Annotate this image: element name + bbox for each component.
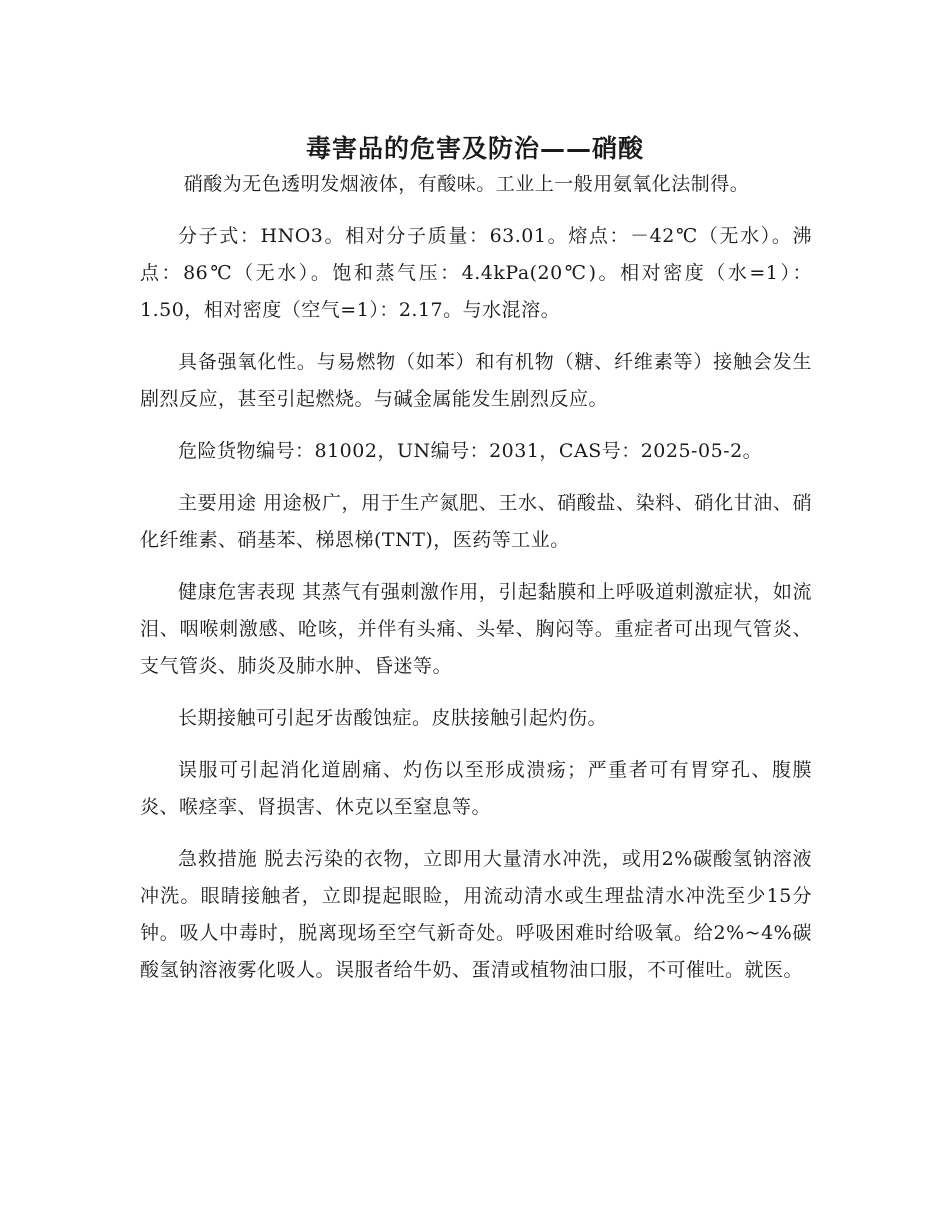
paragraph-intro: 硝酸为无色透明发烟液体，有酸味。工业上一般用氨氧化法制得。 (183, 173, 750, 195)
paragraph-health-hazards: 健康危害表现 其蒸气有强刺激作用，引起黏膜和上呼吸道刺激症状，如流泪、咽喉刺激感、呛咳，并伴有头痛、头晕、胸闷等。重症者可出现气管炎、支气管炎、肺炎及肺水肿、昏迷等。 (140, 581, 812, 677)
paragraph-identifiers: 危险货物编号：81002，UN编号：2031，CAS号：2025-05-2。 (178, 440, 763, 462)
paragraph-uses: 主要用途 用途极广，用于生产氮肥、王水、硝酸盐、染料、硝化甘油、硝化纤维素、硝基苯、梯恩梯(TNT)，医药等工业。 (140, 492, 812, 551)
paragraph-long-term-exposure: 长期接触可引起牙齿酸蚀症。皮肤接触引起灼伤。 (178, 707, 608, 729)
paragraph-first-aid: 急救措施 脱去污染的衣物，立即用大量清水冲洗，或用2%碳酸氢钠溶液冲洗。眼睛接触者，立即提起眼睑，用流动清水或生理盐清水冲洗至少15分钟。吸人中毒时，脱离现场至空气新奇处。呼吸困难时给吸氧。给2%~4%碳酸氢钠溶液雾化吸人。误服者给牛奶、蛋清或植物油口服，不可催吐。就医。 (140, 848, 812, 981)
paragraph-oxidation: 具备强氧化性。与易燃物（如苯）和有机物（糖、纤维素等）接触会发生剧烈反应，甚至引起燃烧。与碱金属能发生剧烈反应。 (140, 351, 812, 410)
document-body (140, 166, 812, 1004)
paragraph-properties: 分子式：HNO3。相对分子质量：63.01。熔点：－42℃（无水）。沸点：86℃（无水）。饱和蒸气压：4.4kPa(20℃)。相对密度（水=1）：1.50，相对密度（空气=1）：2.17。与水混溶。 (140, 225, 812, 321)
document-title: 毒害品的危害及防治——硝酸 (305, 133, 644, 163)
paragraph-ingestion: 误服可引起消化道剧痛、灼伤以至形成溃疡；严重者可有胃穿孔、腹膜炎、喉痉挛、肾损害、休克以至窒息等。 (140, 759, 812, 818)
